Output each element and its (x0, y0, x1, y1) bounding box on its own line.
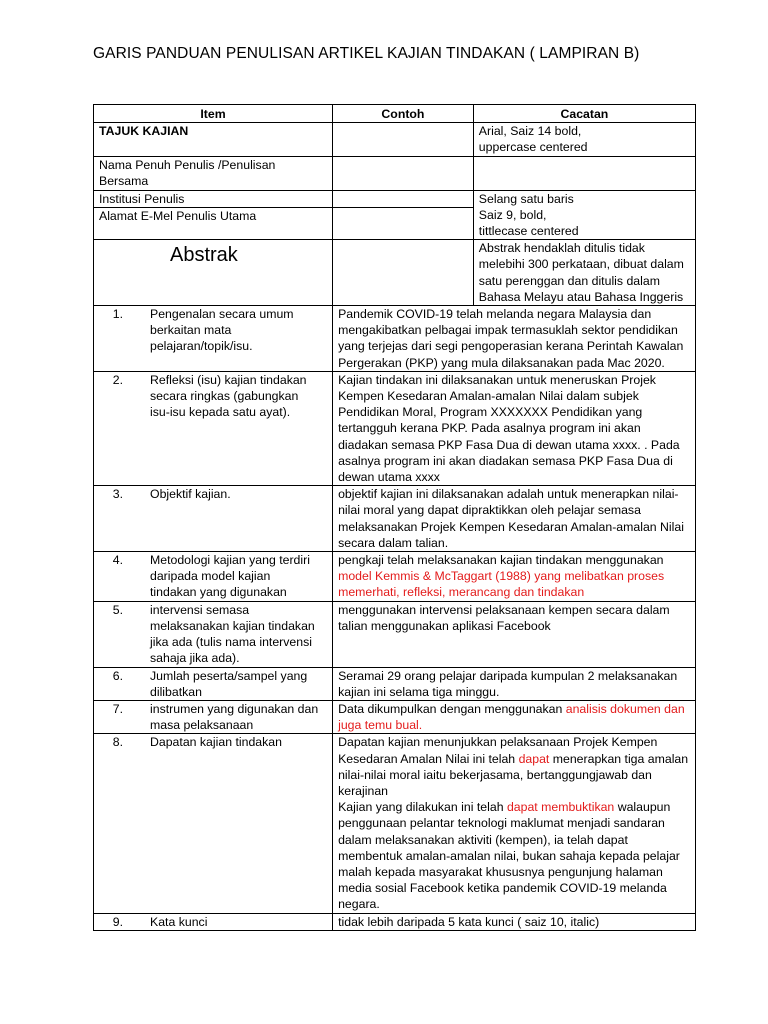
contoh-cell: menggunakan intervensi pelaksanaan kempen secara dalam talian menggunakan aplikasi Facebook (333, 601, 696, 667)
highlighted-text: dapat membuktikan (506, 800, 615, 815)
item-number: 9. (112, 914, 123, 929)
row-nama (94, 157, 696, 190)
author-note (473, 190, 695, 240)
header-cacatan: Cacatan (473, 105, 695, 123)
contoh-text: Data dikumpulkan dengan menggunakan (338, 701, 566, 716)
item-label: Refleksi (isu) kajian tindakan secara ringkas (gabungkan isu-isu kepada satu ayat). (150, 372, 307, 420)
item-number: 1. (112, 307, 123, 322)
item-number: 6. (112, 668, 123, 683)
item-cell (94, 486, 333, 552)
item-label: Dapatan kajian tindakan (150, 735, 282, 750)
item-cell (94, 601, 333, 667)
nama-label: Nama Penuh Penulis /Penulisan Bersama (94, 157, 333, 190)
table-row (94, 486, 696, 552)
contoh-cell: tidak lebih daripada 5 kata kunci ( saiz 10, italic) (333, 913, 696, 930)
contoh-text: menerapkan tiga amalan nilai-nilai moral iaitu bekerjasama, bertanggungjawab dan kerajinan (338, 751, 689, 798)
item-label: Metodologi kajian yang terdiri daripada model kajian tindakan yang digunakan (150, 553, 310, 600)
item-label: Jumlah peserta/sampel yang dilibatkan (150, 668, 308, 699)
abstrak-note: Abstrak hendaklah ditulis tidak melebihi 300 perkataan, dibuat dalam satu perenggan dan ditulis dalam Bahasa Melayu atau Bahasa Inggeris (473, 240, 695, 306)
contoh-cell: objektif kajian ini dilaksanakan adalah untuk menerapkan nilai-nilai moral yang dapat dipraktikkan oleh pelajar semasa melaksanakan Projek Kempen Kesedaran Amalan-amalan Nilai secara dalam talian. (333, 486, 696, 552)
item-cell (94, 913, 333, 930)
contoh-cell (333, 700, 696, 733)
table-header-row (94, 105, 696, 123)
institusi-contoh (333, 190, 474, 208)
author-note-line: Saiz 9, bold, (478, 207, 547, 222)
author-note-line: Selang satu baris (478, 191, 574, 206)
contoh-text: Dapatan kajian menunjukkan pelaksanaan Projek Kempen Kesedaran Amalan Nilai ini telah (338, 735, 658, 766)
nama-note (473, 157, 695, 190)
item-cell (94, 371, 333, 485)
alamat-label: Alamat E-Mel Penulis Utama (94, 208, 333, 240)
institusi-label: Institusi Penulis (94, 190, 333, 208)
abstrak-label: Abstrak (94, 240, 333, 306)
item-label: intervensi semasa melaksanakan kajian tindakan jika ada (tulis nama intervensi sahaja jika ada). (150, 602, 315, 666)
tajuk-note-line: uppercase centered (478, 140, 588, 155)
item-label: Objektif kajian. (150, 487, 231, 502)
header-item: Item (94, 105, 333, 123)
contoh-cell (333, 734, 696, 913)
tajuk-note (473, 123, 695, 157)
item-label: Pengenalan secara umum berkaitan mata pelajaran/topik/isu. (150, 307, 294, 354)
page-title: GARIS PANDUAN PENULISAN ARTIKEL KAJIAN TINDAKAN ( LAMPIRAN B) (93, 45, 640, 62)
contoh-cell: Kajian tindakan ini dilaksanakan untuk meneruskan Projek Kempen Kesedaran Amalan-amalan Nilai dalam subjek Pendidikan Moral, Program XXXXXXX Pendidikan yang tertangguh kerana PKP. Pada asalnya program ini akan diadakan semasa PKP Fasa Dua di dewan utama xxxx. . Pada asalnya program ini akan diadakan semasa PKP Fasa Dua di dewan utama xxxx (333, 371, 696, 485)
author-note-line: tittlecase centered (478, 224, 579, 239)
row-institusi (94, 190, 696, 208)
table-row (94, 371, 696, 485)
table-row (94, 700, 696, 733)
item-number: 5. (112, 602, 123, 617)
nama-contoh (333, 157, 474, 190)
dapatan-paragraph-2 (338, 799, 690, 912)
item-number: 2. (112, 372, 123, 387)
table-row (94, 734, 696, 913)
item-cell (94, 734, 333, 913)
dapatan-paragraph-1 (338, 734, 690, 799)
contoh-cell (333, 552, 696, 602)
abstrak-contoh (333, 240, 474, 306)
highlighted-text: analisis dokumen dan juga temu bual. (338, 701, 685, 733)
contoh-text: walaupun penggunaan pelantar teknologi maklumat menjadi sandaran dalam melaksanakan aktiviti (kempen), ia telah dapat membentuk amalan-amalan nilai, bukan sahaja kepada pelajar malah kepada masyarakat khususnya pengunjung halaman media sosial Facebook ketika pandemik COVID-19 melanda negara. (338, 800, 680, 912)
alamat-contoh (333, 208, 474, 240)
tajuk-note-line: Arial, Saiz 14 bold, (478, 124, 582, 139)
header-contoh: Contoh (333, 105, 474, 123)
item-number: 4. (112, 553, 123, 568)
tajuk-label: TAJUK KAJIAN (94, 123, 333, 157)
item-cell (94, 667, 333, 700)
highlighted-text: dapat (518, 751, 550, 766)
contoh-text: pengkaji telah melaksanakan kajian tindakan menggunakan (338, 553, 664, 568)
item-cell (94, 306, 333, 372)
item-number: 7. (112, 701, 123, 716)
item-cell (94, 552, 333, 602)
table-row (94, 913, 696, 930)
table-row (94, 306, 696, 372)
contoh-cell: Seramai 29 orang pelajar daripada kumpulan 2 melaksanakan kajian ini selama tiga minggu. (333, 667, 696, 700)
table-row (94, 667, 696, 700)
item-label: instrumen yang digunakan dan masa pelaksanaan (150, 701, 319, 733)
highlighted-text: model Kemmis & McTaggart (1988) yang melibatkan proses memerhati, refleksi, merancang dan tindakan (338, 569, 665, 600)
contoh-cell: Pandemik COVID-19 telah melanda negara Malaysia dan mengakibatkan pelbagai impak termasuklah sektor pendidikan yang terjejas dari segi pengoperasian kerana Perintah Kawalan Pergerakan (PKP) yang mula dilaksanakan pada Mac 2020. (333, 306, 696, 372)
tajuk-contoh (333, 123, 474, 157)
row-tajuk (94, 123, 696, 157)
contoh-text: Kajian yang dilakukan ini telah (338, 800, 507, 815)
item-label: Kata kunci (150, 914, 208, 929)
row-abstrak (94, 240, 696, 306)
item-number: 3. (112, 487, 123, 502)
table-row (94, 552, 696, 602)
item-cell (94, 700, 333, 733)
guideline-table (93, 104, 696, 931)
table-row (94, 601, 696, 667)
item-number: 8. (112, 735, 123, 750)
